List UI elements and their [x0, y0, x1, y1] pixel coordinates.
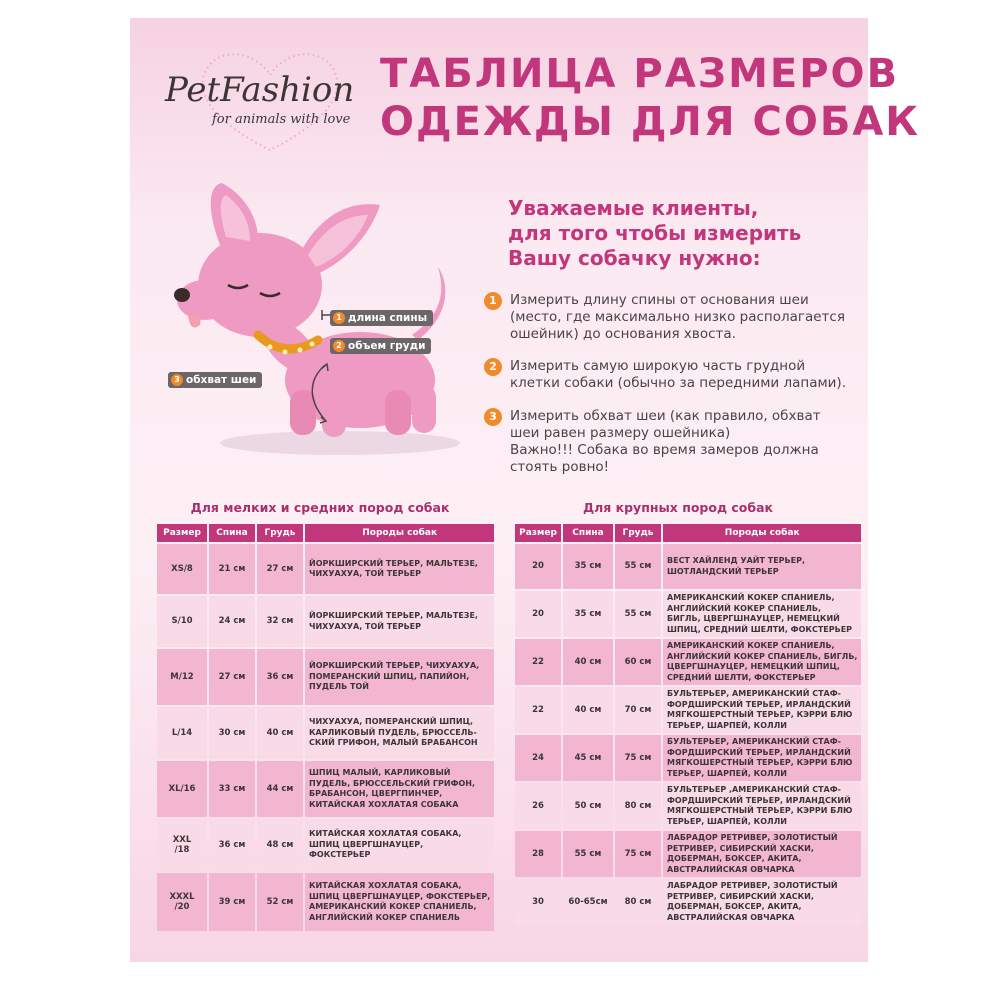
large-breeds-table — [513, 522, 863, 927]
step-3-line: стоять ровно! — [510, 459, 610, 475]
intro-line-3: Вашу собачку нужно: — [508, 246, 761, 270]
table-row — [515, 687, 861, 733]
step-1-line: (место, где максимально низко располагается — [510, 309, 845, 325]
size-cell: 20 — [515, 544, 561, 589]
intro-line-2: для того чтобы измерить — [508, 221, 802, 245]
table-row — [515, 735, 861, 781]
back-cell: 24 см — [209, 596, 255, 647]
chest-cell: 80 см — [615, 879, 661, 925]
column-header: Породы собак — [305, 524, 494, 542]
breeds-cell: БУЛЬТЕРЬЕР, АМЕРИКАНСКИЙ СТАФ- ФОРДШИРСКИЙ ТЕРЬЕР, ИРЛАНДСКИЙ МЯГКОШЕРСТНЫЙ ТЕРЬЕР, КЭРРИ БЛЮ ТЕРЬЕР, ШАРПЕЙ, КОЛЛИ — [663, 735, 861, 781]
column-header: Грудь — [257, 524, 303, 542]
breeds-cell: ШПИЦ МАЛЫЙ, КАРЛИКОВЫЙ ПУДЕЛЬ, БРЮССЕЛЬСКИЙ ГРИФОН, БРАБАНСОН, ЦВЕРГПИНЧЕР, КИТАЙСКАЯ ХОХЛАТАЯ СОБАКА — [305, 761, 494, 817]
breeds-cell: КИТАЙСКАЯ ХОХЛАТАЯ СОБАКА, ШПИЦ ЦВЕРГШНАУЦЕР, ФОКСТЕРЬЕР, АМЕРИКАНСКИЙ КОКЕР СПАНИЕЛЬ, АНГЛИЙСКИЙ КОКЕР СПАНИЕЛЬ — [305, 873, 494, 931]
table-row — [515, 879, 861, 925]
table-row — [515, 544, 861, 589]
breeds-cell: КИТАЙСКАЯ ХОХЛАТАЯ СОБАКА, ШПИЦ ЦВЕРГШНАУЦЕР, ФОКСТЕРЬЕР — [305, 819, 494, 871]
size-cell: 20 — [515, 591, 561, 637]
back-cell: 35 см — [563, 544, 613, 589]
step-2-line: Измерить самую широкую часть грудной — [510, 358, 806, 374]
size-cell: S/10 — [157, 596, 207, 647]
table-row — [157, 873, 494, 931]
small-breeds-table — [155, 522, 496, 933]
logo-name: PetFashion — [165, 70, 355, 110]
chest-cell: 55 см — [615, 591, 661, 637]
chest-cell: 80 см — [615, 783, 661, 829]
step-3-badge: 3 — [484, 408, 502, 426]
title-line-2: ОДЕЖДЫ ДЛЯ СОБАК — [380, 99, 920, 145]
breeds-cell: ЛАБРАДОР РЕТРИВЕР, ЗОЛОТИСТЫЙ РЕТРИВЕР, СИБИРСКИЙ ХАСКИ, ДОБЕРМАН, БОКСЕР, АКИТА, АВСТРАЛИЙСКАЯ ОВЧАРКА — [663, 879, 861, 925]
chest-cell: 27 см — [257, 544, 303, 594]
size-cell: L/14 — [157, 707, 207, 759]
step-2-line: клетки собаки (обычно за передними лапами). — [510, 375, 846, 391]
back-cell: 27 см — [209, 649, 255, 705]
breeds-cell: БУЛЬТЕРЬЕР ,АМЕРИКАНСКИЙ СТАФ- ФОРДШИРСКИЙ ТЕРЬЕР, ИРЛАНДСКИЙ МЯГКОШЕРСТНЫЙ ТЕРЬЕР, КЭРРИ БЛЮ ТЕРЬЕР, ШАРПЕЙ, КОЛЛИ — [663, 783, 861, 829]
label-neck-number: 3 — [171, 374, 183, 386]
label-chest-number: 2 — [333, 340, 345, 352]
step-2-badge: 2 — [484, 358, 502, 376]
breeds-cell: АМЕРИКАНСКИЙ КОКЕР СПАНИЕЛЬ, АНГЛИЙСКИЙ КОКЕР СПАНИЕЛЬ, БИГЛЬ, ЦВЕРГШНАУЦЕР, НЕМЕЦКИЙ ШПИЦ, СРЕДНИЙ ШЕЛТИ, ФОКСТЕРЬЕР — [663, 639, 861, 685]
title-line-1: ТАБЛИЦА РАЗМЕРОВ — [380, 51, 900, 97]
chest-cell: 40 см — [257, 707, 303, 759]
table-row — [515, 783, 861, 829]
size-cell: 22 — [515, 687, 561, 733]
size-cell: XS/8 — [157, 544, 207, 594]
chest-cell: 52 см — [257, 873, 303, 931]
breeds-cell: БУЛЬТЕРЬЕР, АМЕРИКАНСКИЙ СТАФ- ФОРДШИРСКИЙ ТЕРЬЕР, ИРЛАНДСКИЙ МЯГКОШЕРСТНЫЙ ТЕРЬЕР, КЭРРИ БЛЮ ТЕРЬЕР, ШАРПЕЙ, КОЛЛИ — [663, 687, 861, 733]
label-chest-text: объем груди — [348, 340, 426, 352]
back-cell: 40 см — [563, 639, 613, 685]
back-cell: 60-65см — [563, 879, 613, 925]
back-cell: 45 см — [563, 735, 613, 781]
label-chest — [330, 338, 431, 354]
breeds-cell: АМЕРИКАНСКИЙ КОКЕР СПАНИЕЛЬ, АНГЛИЙСКИЙ КОКЕР СПАНИЕЛЬ, БИГЛЬ, ЦВЕРГШНАУЦЕР, НЕМЕЦКИЙ ШПИЦ, СРЕДНИЙ ШЕЛТИ, ФОКСТЕРЬЕР — [663, 591, 861, 637]
page-title — [380, 50, 920, 146]
back-cell: 36 см — [209, 819, 255, 871]
step-3-line: Измерить обхват шеи (как правило, обхват — [510, 408, 821, 424]
size-cell: XXL /18 — [157, 819, 207, 871]
step-1-line: ошейник) до основания хвоста. — [510, 326, 736, 342]
size-cell: 24 — [515, 735, 561, 781]
table-row — [157, 544, 494, 594]
chest-cell: 32 см — [257, 596, 303, 647]
back-cell: 39 см — [209, 873, 255, 931]
back-cell: 30 см — [209, 707, 255, 759]
breeds-cell: ЙОРКШИРСКИЙ ТЕРЬЕР, МАЛЬТЕЗЕ, ЧИХУАХУА, ТОЙ ТЕРЬЕР — [305, 544, 494, 594]
chest-cell: 55 см — [615, 544, 661, 589]
size-cell: 30 — [515, 879, 561, 925]
column-header: Породы собак — [663, 524, 861, 542]
chest-cell: 75 см — [615, 735, 661, 781]
large-table-heading: Для крупных пород собак — [582, 500, 774, 515]
step-1-badge: 1 — [484, 292, 502, 310]
table-row — [157, 761, 494, 817]
step-2 — [484, 358, 844, 392]
back-cell: 21 см — [209, 544, 255, 594]
label-neck-text: обхват шеи — [186, 374, 257, 386]
breeds-cell: ВЕСТ ХАЙЛЕНД УАЙТ ТЕРЬЕР, ШОТЛАНДСКИЙ ТЕРЬЕР — [663, 544, 861, 589]
step-3-line: Важно!!! Собака во время замеров должна — [510, 442, 819, 458]
logo-tagline: for animals with love — [212, 112, 351, 127]
breeds-cell: ЙОРКШИРСКИЙ ТЕРЬЕР, ЧИХУАХУА, ПОМЕРАНСКИЙ ШПИЦ, ПАПИЙОН, ПУДЕЛЬ ТОЙ — [305, 649, 494, 705]
label-back-length — [330, 310, 433, 326]
size-cell: 26 — [515, 783, 561, 829]
chest-cell: 48 см — [257, 819, 303, 871]
size-cell: XXXL /20 — [157, 873, 207, 931]
table-row — [157, 707, 494, 759]
label-back-number: 1 — [333, 312, 345, 324]
size-cell: XL/16 — [157, 761, 207, 817]
back-cell: 33 см — [209, 761, 255, 817]
intro-heading — [508, 196, 858, 271]
chest-cell: 36 см — [257, 649, 303, 705]
table-header-row — [157, 524, 494, 542]
table-row — [157, 819, 494, 871]
step-1-line: Измерить длину спины от основания шеи — [510, 292, 809, 308]
table-header-row — [515, 524, 861, 542]
column-header: Спина — [563, 524, 613, 542]
table-row — [157, 596, 494, 647]
step-3-line: шеи равен размеру ошейника) — [510, 425, 731, 441]
column-header: Размер — [515, 524, 561, 542]
chest-cell: 44 см — [257, 761, 303, 817]
chest-cell: 70 см — [615, 687, 661, 733]
chest-cell: 75 см — [615, 831, 661, 877]
step-3 — [484, 408, 844, 476]
label-back-text: длина спины — [348, 312, 428, 324]
size-cell: 28 — [515, 831, 561, 877]
size-cell: 22 — [515, 639, 561, 685]
column-header: Размер — [157, 524, 207, 542]
small-table-heading: Для мелких и средних пород собак — [190, 500, 450, 515]
breeds-cell: ЙОРКШИРСКИЙ ТЕРЬЕР, МАЛЬТЕЗЕ, ЧИХУАХУА, ТОЙ ТЕРЬЕР — [305, 596, 494, 647]
breeds-cell: ЧИХУАХУА, ПОМЕРАНСКИЙ ШПИЦ, КАРЛИКОВЫЙ ПУДЕЛЬ, БРЮССЕЛЬ- СКИЙ ГРИФОН, МАЛЫЙ БРАБАНСОН — [305, 707, 494, 759]
table-row — [515, 591, 861, 637]
column-header: Грудь — [615, 524, 661, 542]
back-cell: 35 см — [563, 591, 613, 637]
column-header: Спина — [209, 524, 255, 542]
table-row — [515, 831, 861, 877]
chest-cell: 60 см — [615, 639, 661, 685]
intro-line-1: Уважаемые клиенты, — [508, 196, 759, 220]
breeds-cell: ЛАБРАДОР РЕТРИВЕР, ЗОЛОТИСТЫЙ РЕТРИВЕР, СИБИРСКИЙ ХАСКИ, ДОБЕРМАН, БОКСЕР, АКИТА, АВСТРАЛИЙСКАЯ ОВЧАРКА — [663, 831, 861, 877]
back-cell: 50 см — [563, 783, 613, 829]
step-1 — [484, 292, 844, 343]
size-cell: M/12 — [157, 649, 207, 705]
table-row — [515, 639, 861, 685]
back-cell: 55 см — [563, 831, 613, 877]
back-cell: 40 см — [563, 687, 613, 733]
label-neck — [168, 372, 262, 388]
table-row — [157, 649, 494, 705]
